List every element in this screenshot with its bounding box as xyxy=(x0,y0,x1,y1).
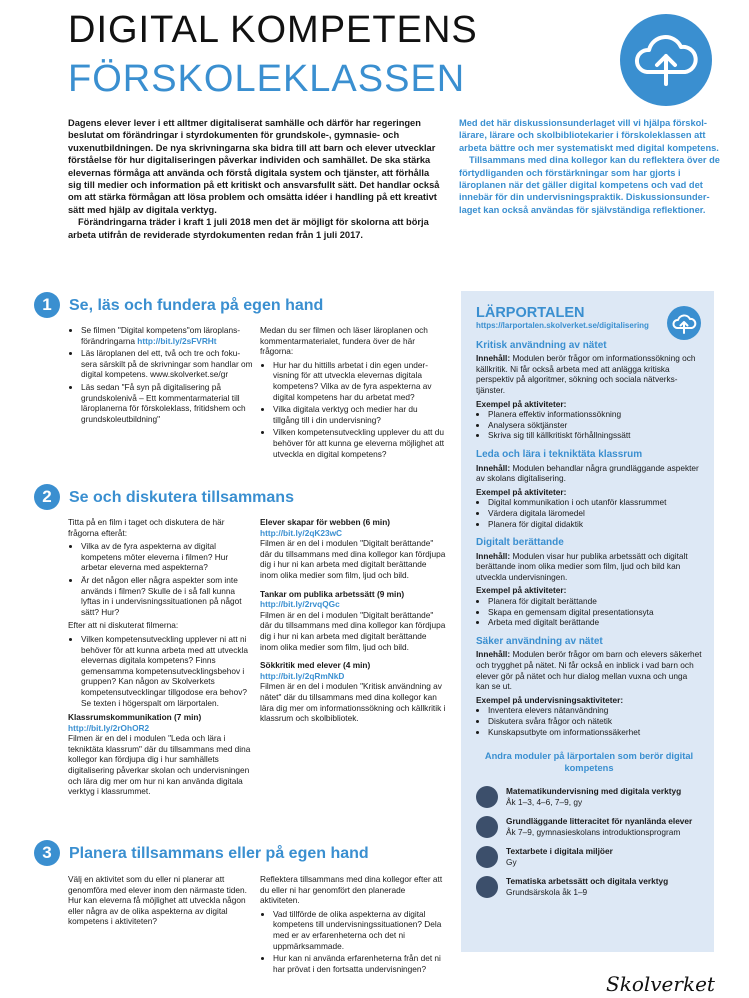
paragraph: Reflektera tillsammans med dina kollegor efter att du eller ni har genomfört den planerade aktiviteten. xyxy=(260,874,443,906)
other-module-item: Textarbete i digitala miljöer Gy xyxy=(476,846,702,868)
skolverket-logo: Skolverket xyxy=(606,972,715,996)
module-title: Digitalt berättande xyxy=(476,537,564,549)
list-item: • Är det någon eller några aspekter som inte används i filmen? Skulle de i så fall kunna lyftas in i undervisningssituationen på något sätt? Hur? xyxy=(81,575,253,617)
sidebar-title: LÄRPORTALEN xyxy=(476,305,585,321)
puzzle-icon xyxy=(476,876,498,898)
list-item: • Planera effektiv informationssökning xyxy=(488,409,702,420)
other-modules-heading: Andra moduler på lärportalen som berör digital kompetens xyxy=(484,751,694,773)
module-examples-label: Exempel på aktiviteter: xyxy=(476,398,567,409)
list-item: • Vilka av de fyra aspekterna av digital kompetens möter eleverna i filmen? Hur arbetar eleverna med aspekterna? xyxy=(81,541,253,573)
intro-paragraph: Tillsammans med dina kollegor kan du reflektera över de förtydliganden och förstärkningar som har gjorts i läroplanen när det gäller digital kompetens och vad det innebär för din undervisningspraktik. Diskussionsunderlaget kan också användas för självständiga reflektioner. xyxy=(459,155,720,215)
other-module-item: Tematiska arbetssätt och digitala verktyg Grundsärskola åk 1–9 xyxy=(476,876,702,898)
film-title: Elever skapar för webben (6 min) xyxy=(260,517,391,527)
list-item: • Kunskapsutbyte om informationssäkerhet xyxy=(488,727,702,738)
list-item: • Hur kan ni använda erfarenheterna från det ni har prövat i den fortsatta undervisningen? xyxy=(273,953,446,974)
list-item: • Värdera digitala läromedel xyxy=(488,508,702,519)
sidebar-url-link[interactable]: https://larportalen.skolverket.se/digitalisering xyxy=(476,321,649,330)
film-description: Filmen är en del i modulen "Digitalt berättande" där du tillsammans med dina kollegor kan fördjupa dig i hur ni kan arbeta med digitalt berättande inom olika medier som film, ljud och bild. xyxy=(260,609,446,652)
title-line1: DIGITAL KOMPETENS xyxy=(68,9,478,51)
list-item: • Se filmen "Digital kompetens"om läroplansförändringarna http://bit.ly/2sFVRHt xyxy=(81,325,253,346)
film-description: Filmen är en del i modulen "Digitalt berättande" där du tillsammans med dina kollegor kan fördjupa dig i hur ni kan arbeta med digitalt berättande inom olika medier som film, ljud och bild. xyxy=(260,538,446,580)
list-item: • Vad tillförde de olika aspekterna av digital kompetens till undervisningssituationen? Dela med er av erfarenheterna och det ni uppmärksammade. xyxy=(273,909,446,951)
film-description: Filmen är en del i modulen "Leda och lära i tekniktäta klassrum" där du tillsammans med dina kollegor kan fördjupa dig i hur samhällets digitalisering påverkar skolan och undervisningen och lära dig mer om hur ni kan använda digitala verktyg i klassrummet. xyxy=(68,733,251,797)
list-item: • Vilka digitala verktyg och medier har du tillgång till i din undervisning? xyxy=(273,404,446,425)
film-description: Filmen är en del i modulen "Kritisk användning av nätet" där du tillsammans med dina kollegor kan lära dig mer om informationssökning och källkritik i klassrum och skolbibliotek. xyxy=(260,681,446,724)
film-title: Klassrumskommunikation (7 min) xyxy=(68,712,202,723)
intro-paragraph: Med det här diskussionsunderlaget vill vi hjälpa förskollärare, lärare och skolbibliotekarier i förskoleklassen att arbeta bättre och mer systematiskt med digital kompetens. xyxy=(459,118,719,153)
intro-paragraph: Dagens elever lever i ett alltmer digitaliserat samhälle och därför har regeringen beslutat om förändringar i styrdokumenten för grundskole-, gymnasie- och vuxenutbildningen. De nya skrivningarna ska bidra till att barn och elever utvecklar förståelse för hur digitaliseringen påverkar individen och samhället. De ska stärka elevernas förmåga att använda och förstå digitala system och tjänster, att förhålla sig till medier och information på ett kritiskt och ansvarsfullt sätt. Det handlar också om att stärka förmågan att lösa problem och omsätta idéer i handling på ett kreativt sätt med hjälp av digitala verktyg. xyxy=(68,118,440,215)
list-item: • Läs sedan "Få syn på digitalisering på grundskolenivå – Ett kommentarmaterial till läroplanerna för förskoleklass, fritidshem och grundskoleutbildning" xyxy=(81,382,253,424)
other-module-item: Matematikundervisning med digitala verktyg Åk 1–3, 4–6, 7–9, gy xyxy=(476,786,702,808)
section2-col1 xyxy=(68,517,253,800)
module-content: Innehåll: Modulen berör frågor om informationssökning och källkritik. Ni får också arbeta med att anlägga kritiska perspektiv på algoritmer, sökning och sociala nätverkstjänster. xyxy=(476,353,696,395)
list-item: • Skriva sig till källkritiskt förhållningssätt xyxy=(488,430,702,441)
film-link[interactable]: http://bit.ly/2qK23wC xyxy=(260,527,343,538)
list-item: • Hur har du hittills arbetat i din egen undervisning för att utveckla elevernas digitala kompetens? Vilka av de fyra aspekterna av digital kompetens har du arbetat med? xyxy=(273,360,446,402)
list-item: • Läs läroplanen del ett, två och tre och fokusera särskilt på de skrivningar som handlar om digital kompetens. www.skolverket.se/gr xyxy=(81,348,253,380)
list-item: • Analysera söktjänster xyxy=(488,420,702,431)
paragraph: Titta på en film i taget och diskutera de här frågorna efteråt: xyxy=(68,517,225,538)
section-title: Se och diskutera tillsammans xyxy=(69,489,294,506)
module-content: Innehåll: Modulen behandlar några grundläggande aspekter av skolans digitalisering. xyxy=(476,462,699,484)
section3-col2 xyxy=(260,874,446,976)
globe-icon xyxy=(476,846,498,868)
other-module-item: Grundläggande litteracitet för nyanlända elever Åk 7–9, gymnasieskolans introduktionsprogram xyxy=(476,816,702,838)
cloud-upload-icon xyxy=(620,14,712,106)
list-item: • Vilken kompetensutveckling upplever ni att ni behöver för att kunna arbeta med att utveckla elevernas digitala kompetens? Finns gemensamma kompetensutvecklingsbehov i gruppen? Kan någon av Skolverkets kompetensutvecklingar tillgodose era behov? Se texten i högerspalt om lärportalen. xyxy=(81,634,253,708)
module-examples-label: Exempel på undervisningsaktiviteter: xyxy=(476,694,624,705)
film-title: Tankar om publika arbetssätt (9 min) xyxy=(260,588,405,599)
intro-paragraph: Förändringarna träder i kraft 1 juli 2018 men det är möjligt för skolorna att börja arbeta utifrån de reviderade styrdokumenten redan från 1 juli 2017. xyxy=(68,217,429,240)
section2-col2 xyxy=(260,517,446,727)
list-item: • Vilken kompetensutveckling upplever du att du behöver för att kunna ge eleverna möjlighet att utveckla en digital kompetens? xyxy=(273,427,446,459)
list-item: • Planera för digitalt berättande xyxy=(488,596,702,607)
section1-col1 xyxy=(68,325,253,426)
list-item: • Arbeta med digitalt berättande xyxy=(488,617,702,628)
list-item: • Skapa en gemensam digital presentationsyta xyxy=(488,607,702,618)
module-examples-label: Exempel på aktiviteter: xyxy=(476,486,567,497)
module-content: Innehåll: Modulen berör frågor om barn och elevers säkerhet och trygghet på nätet. Ni får också en inblick i vad barn och elever gör på nätet och hur dialog mellan vuxna och unga kan se ut. xyxy=(476,649,702,692)
paragraph: Medan du ser filmen och läser läroplanen och kommentarmaterialet, fundera över de här frågorna: xyxy=(260,325,428,357)
film-link[interactable]: http://bit.ly/2rOhOR2 xyxy=(68,722,150,733)
list-item: • Inventera elevers nätanvändning xyxy=(488,705,702,716)
section-title: Planera tillsammans eller på egen hand xyxy=(69,845,369,862)
list-item: • Diskutera svåra frågor och nätetik xyxy=(488,716,702,727)
title-line2: FÖRSKOLEKLASSEN xyxy=(68,58,466,100)
intro-right xyxy=(459,117,721,216)
section-title: Se, läs och fundera på egen hand xyxy=(69,297,324,314)
paragraph: Välj en aktivitet som du eller ni planerar att genomföra med elever inom den närmaste tiden. Hur kan eleverna få möjlighet att utveckla någon eller några av de olika aspekterna av digital kompetens i aktiviteten? xyxy=(68,874,247,927)
film-link[interactable]: http://bit.ly/2rvqQGc xyxy=(260,599,340,610)
film-link[interactable]: http://bit.ly/2qRmNkD xyxy=(260,670,345,681)
module-title: Leda och lära i tekniktäta klassrum xyxy=(476,448,643,460)
intro-left xyxy=(68,117,440,241)
paragraph: Efter att ni diskuterat filmerna: xyxy=(68,620,179,631)
film-link[interactable]: http://bit.ly/2sFVRHt xyxy=(137,335,217,346)
larportalen-sidebar xyxy=(461,291,714,952)
book-icon xyxy=(476,816,498,838)
list-item: • Planera för digital didaktik xyxy=(488,519,702,530)
module-title: Kritisk användning av nätet xyxy=(476,339,607,351)
module-examples-label: Exempel på aktiviteter: xyxy=(476,585,567,596)
module-content: Innehåll: Modulen visar hur publika arbetssätt och digitalt berättande inom olika medier som film, ljud och bild kan utveckla undervisningen. xyxy=(476,550,688,582)
section1-col2 xyxy=(260,325,446,461)
calculator-icon xyxy=(476,786,498,808)
list-item: • Digital kommunikation i och utanför klassrummet xyxy=(488,497,702,508)
section-number: 1 xyxy=(34,292,60,318)
film-title: Sökkritik med elever (4 min) xyxy=(260,660,371,671)
section-number: 2 xyxy=(34,484,60,510)
section3-col1 xyxy=(68,874,253,930)
section-number: 3 xyxy=(34,840,60,866)
module-title: Säker användning av nätet xyxy=(476,635,603,647)
